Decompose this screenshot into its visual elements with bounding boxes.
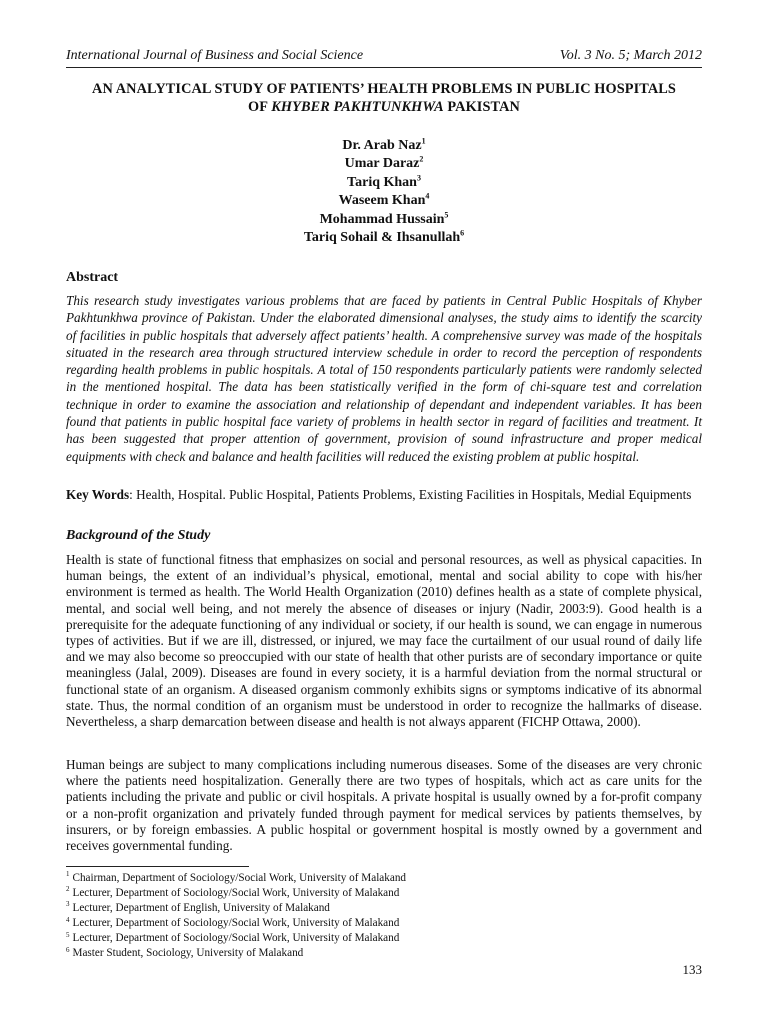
journal-name: International Journal of Business and Social Science: [66, 48, 364, 63]
author-list: [66, 137, 702, 247]
background-heading: Background of the Study: [66, 528, 211, 543]
footnote: $^4$ Lecturer, Department of Sociology/Social Work, University of Malakand: [66, 915, 400, 930]
author: Waseem Khan$^4$: [338, 191, 430, 209]
background-paragraph-1: Health is state of functional fitness that emphasizes on social and personal resources, as well as physical capacities. In human beings, the extent of an individual’s physical, emotional, mental and social ability to cope with his/her environment is termed as health. The World Health Organization (2010) defines health as a state of complete physical, mental, and social well being, and not merely the absence of diseases or injury (Nadir, 2003:9). Good health is a prerequisite for the adequate functioning of any individual or society, if our health is sound, we can engage in numerous types of activities. But if we are ill, distressed, or injured, we may face the curtailment of our usual round of daily life and we may also become so preoccupied with our state of health that other purists are of secondary importance or quite meaningless (Jalal, 2009). Diseases are found in every society, it is a harmful deviation from the normal structural or functional state of an organism. A diseased organism commonly exhibits signs or symptoms indicative of its abnormal state. Thus, the normal condition of an organism must be understood in order to recognize the hallmarks of disease. Nevertheless, a sharp demarcation between disease and health is not always apparent (FICHP Ottawa, 2000).: [66, 552, 702, 730]
title-line-1: AN ANALYTICAL STUDY OF PATIENTS’ HEALTH PROBLEMS IN PUBLIC HOSPITALS: [92, 81, 676, 97]
paper-title: [66, 80, 702, 116]
issue-info: Vol. 3 No. 5; March 2012: [559, 48, 702, 63]
author: Umar Daraz$^2$: [344, 154, 424, 172]
footnote-divider: [66, 866, 249, 867]
author: Tariq Sohail & Ihsanullah$^6$: [303, 228, 465, 245]
keywords-text: : Health, Hospital. Public Hospital, Patients Problems, Existing Facilities in Hospitals, Medial Equipments: [129, 487, 692, 502]
footnote: $^6$ Master Student, Sociology, University of Malakand: [66, 945, 304, 960]
abstract-body: This research study investigates various problems that are faced by patients in Central Public Hospitals of Khyber Pakhtunkhwa province of Pakistan. Under the elaborated dimensional analyses, the study aims to identify the scarcity of facilities in public hospitals that adversely affect patients’ health. A comprehensive survey was made of the hospitals situated in the research area through structured interview schedule in order to record the perception of respondents regarding health problems in public hospitals. A total of 150 respondents particularly patients were randomly selected in the mentioned hospital. The data has been statistically verified in the form of chi-square test and correlation technique in order to examine the association and relationship of dependant and independent variables. It has been found that patients in public hospital face variety of problems in health sector in regard of facilities and treatment. It has been suggested that proper attention of government, provision of sound infrastructure and proper medical equipments with check and balance and health facilities will reduced the existing problem at public hospital.: [66, 293, 702, 464]
keywords-label: Key Words: [66, 487, 130, 502]
footnote: $^5$ Lecturer, Department of Sociology/Social Work, University of Malakand: [66, 930, 400, 945]
footnote: $^1$ Chairman, Department of Sociology/Social Work, University of Malakand: [66, 870, 407, 884]
author: Mohammad Hussain$^5$: [319, 209, 449, 227]
footnotes: [66, 871, 702, 962]
footnote: $^2$ Lecturer, Department of Sociology/Social Work, University of Malakand: [66, 885, 400, 900]
title-region: KHYBER PAKHTUNKHWA: [271, 99, 444, 115]
footnote: $^3$ Lecturer, Department of English, University of Malakand: [66, 900, 330, 915]
author: Tariq Khan$^3$: [347, 173, 421, 190]
page-number: 133: [682, 962, 702, 977]
running-header: [66, 44, 702, 64]
keywords: [66, 487, 702, 503]
abstract-heading: Abstract: [66, 270, 119, 285]
header-divider: [66, 67, 702, 68]
author: Dr. Arab Naz$^1$: [342, 136, 426, 153]
background-paragraph-2: Human beings are subject to many complications including numerous diseases. Some of the diseases are very chronic where the patients need hospitalization. Generally there are two types of hospitals, which act as care units for the patients including the private and public or civil hospitals. A private hospital is usually owned by a for-profit company or a non-profit organization and privately funded through payment for medical services by patients themselves, by insurers, or by foreign embassies. A public hospital or government hospital is mostly owned by a government and receives governmental funding.: [66, 757, 702, 854]
title-line-2: OF KHYBER PAKHTUNKHWA PAKISTAN: [248, 99, 520, 115]
